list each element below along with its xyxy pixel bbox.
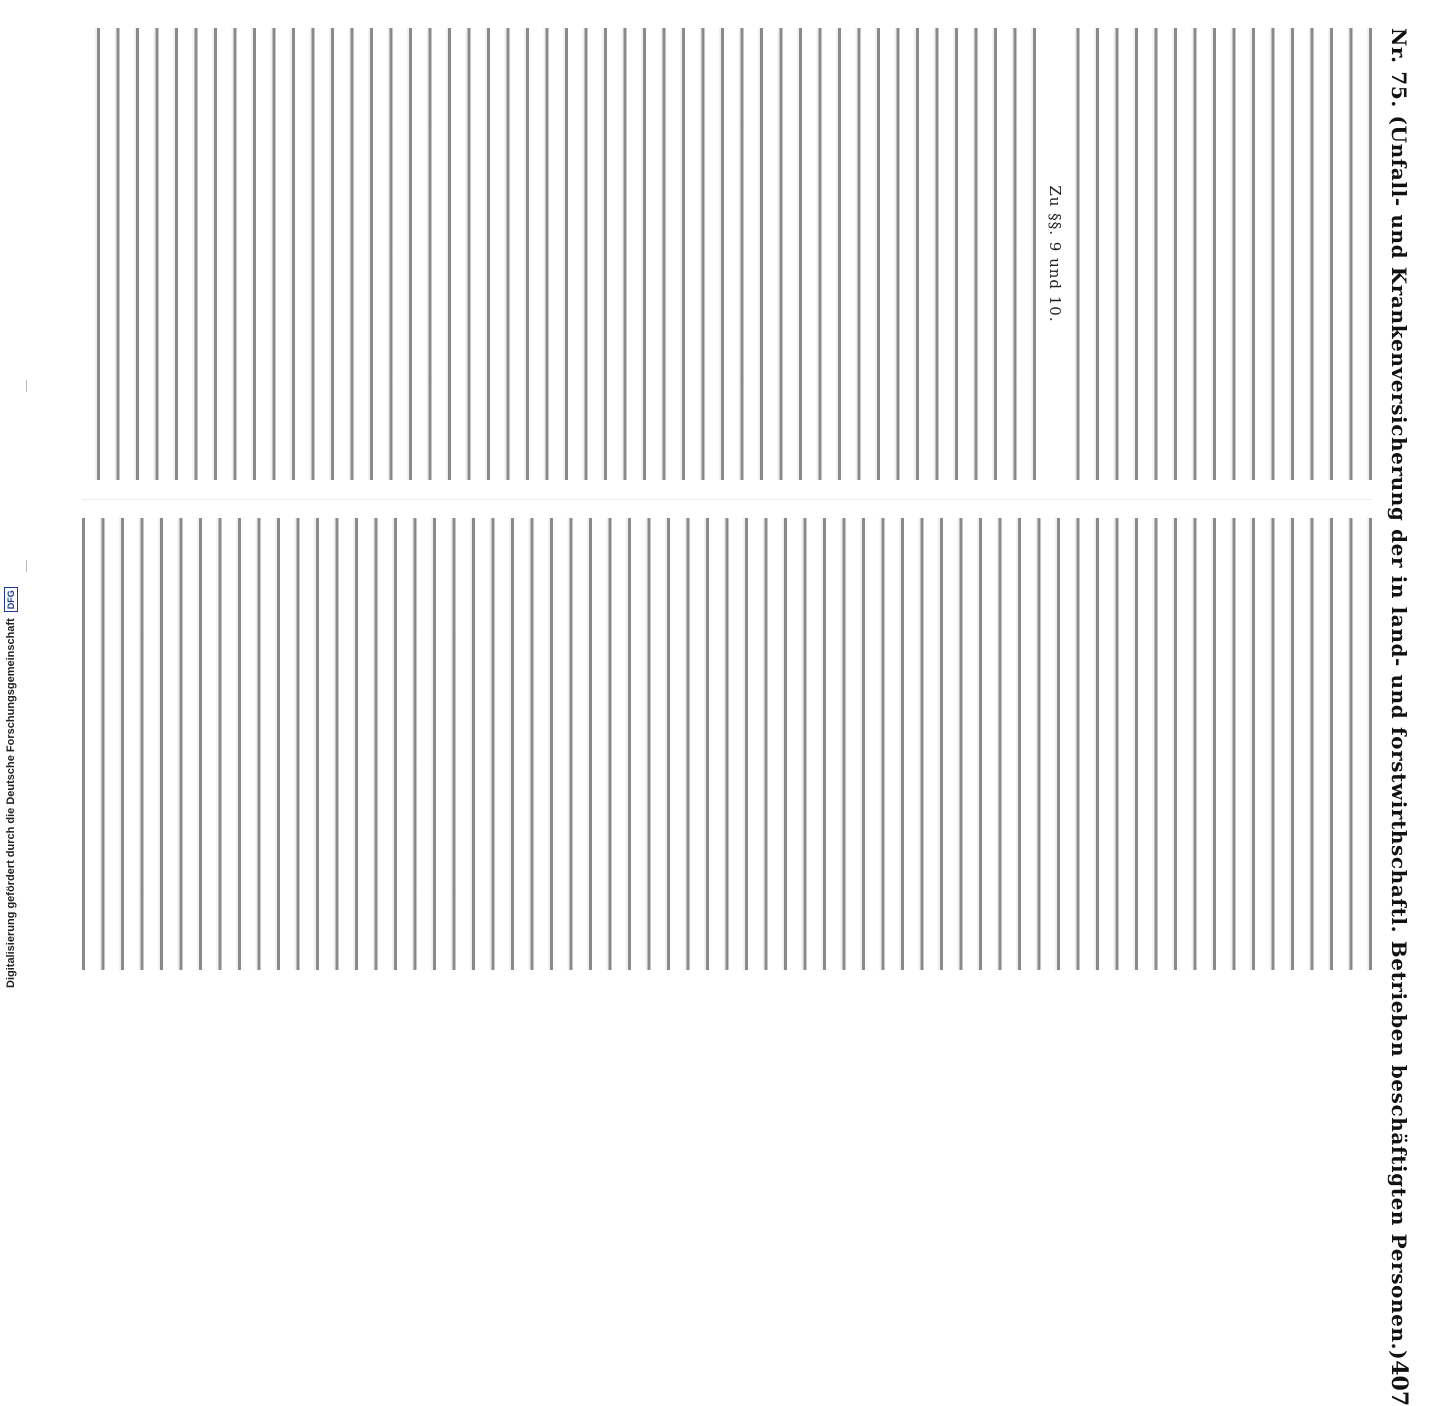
column-gutter xyxy=(82,499,1372,500)
page-header xyxy=(1382,28,1416,1406)
scan-edge-mark xyxy=(26,380,27,392)
dfg-logo-icon: DFG xyxy=(4,587,18,612)
page-number: 407 xyxy=(1386,1360,1412,1406)
text-column-left xyxy=(82,28,1372,480)
scan-edge-mark xyxy=(26,560,27,572)
text-block xyxy=(1072,28,1372,480)
credit-text: Digitalisierung gefördert durch die Deutsche Forschungsgemeinschaft xyxy=(5,618,17,988)
page-title: Nr. 75. (Unfall- und Krankenversicherung der in land- und forstwirthschaftl. Betrieben beschäftigten Personen.) xyxy=(1387,28,1411,1361)
section-subheading: Zu §§. 9 und 10. xyxy=(1046,185,1064,323)
digitization-credit xyxy=(4,587,18,988)
text-block xyxy=(82,28,1036,480)
text-column-right xyxy=(82,518,1372,970)
text-block xyxy=(82,518,1372,970)
